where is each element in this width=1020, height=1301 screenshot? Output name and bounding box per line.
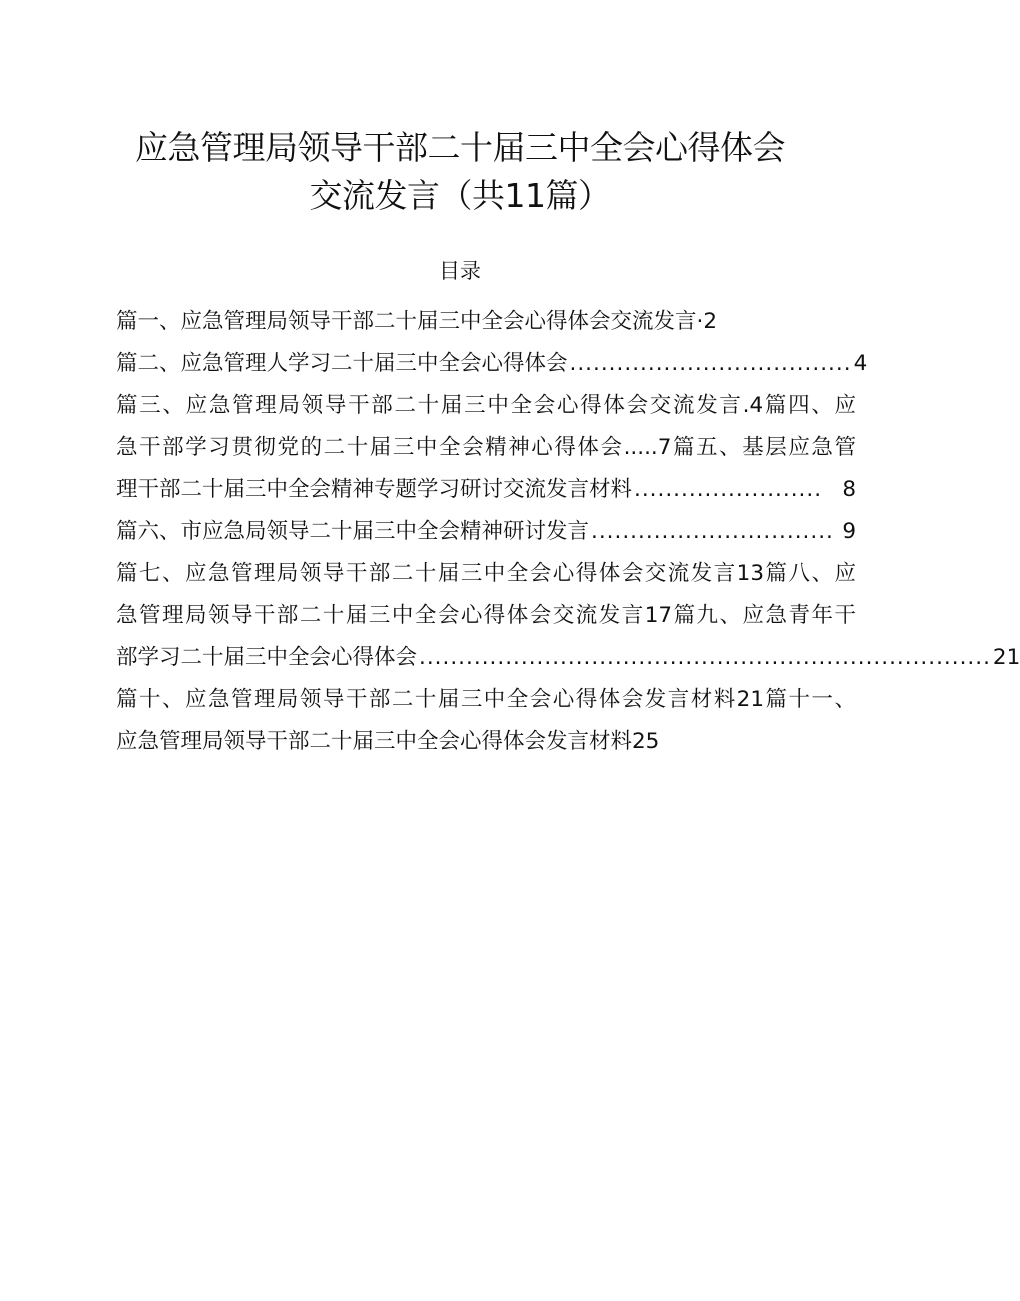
toc-page-number: 8 <box>842 477 856 502</box>
toc-dot-leader: ......................................................................... <box>419 645 991 670</box>
toc-page-number: 21 <box>992 645 1020 670</box>
toc-line-8[interactable]: 急管理局领导干部二十届三中全会心得体会交流发言17篇九、应急青年干 <box>116 603 856 628</box>
toc-entry-title: 篇六、市应急局领导二十届三中全会精神研讨发言 <box>116 519 590 544</box>
toc-line-7[interactable]: 篇七、应急管理局领导干部二十届三中全会心得体会交流发言13篇八、应 <box>116 561 856 586</box>
toc-entry-title: 部学习二十届三中全会心得体会 <box>116 645 418 670</box>
toc-line-6[interactable] <box>116 511 856 553</box>
toc-page-number: 4 <box>853 351 868 376</box>
table-of-contents <box>116 301 1020 763</box>
document-title-line-2: 交流发言（共11篇） <box>309 176 611 215</box>
document-title-line-1: 应急管理局领导干部二十届三中全会心得体会 <box>135 128 785 167</box>
toc-entry-title: 篇二、应急管理人学习二十届三中全会心得体会 <box>116 351 568 376</box>
toc-line-1[interactable]: 篇一、应急管理局领导干部二十届三中全会心得体会交流发言·2 <box>116 309 718 334</box>
toc-heading: 目录 <box>439 259 481 283</box>
toc-line-10[interactable]: 篇十、应急管理局领导干部二十届三中全会心得体会发言材料21篇十一、 <box>116 687 856 712</box>
toc-line-5[interactable] <box>116 469 856 511</box>
toc-dot-leader: ............................... <box>591 519 834 544</box>
toc-dot-leader: ........................ <box>634 477 823 502</box>
toc-entry-title: 理干部二十届三中全会精神专题学习研讨交流发言材料 <box>116 477 633 502</box>
toc-line-11[interactable]: 应急管理局领导干部二十届三中全会心得体会发言材料25 <box>116 729 660 754</box>
toc-line-9[interactable] <box>116 637 1020 679</box>
toc-line-3[interactable]: 篇三、应急管理局领导干部二十届三中全会心得体会交流发言.4篇四、应 <box>116 393 856 418</box>
toc-line-4[interactable]: 急干部学习贯彻党的二十届三中全会精神心得体会.....7篇五、基层应急管 <box>116 435 856 460</box>
toc-dot-leader: .................................... <box>569 351 852 376</box>
toc-page-number: 9 <box>842 519 856 544</box>
toc-line-2[interactable] <box>116 343 868 385</box>
